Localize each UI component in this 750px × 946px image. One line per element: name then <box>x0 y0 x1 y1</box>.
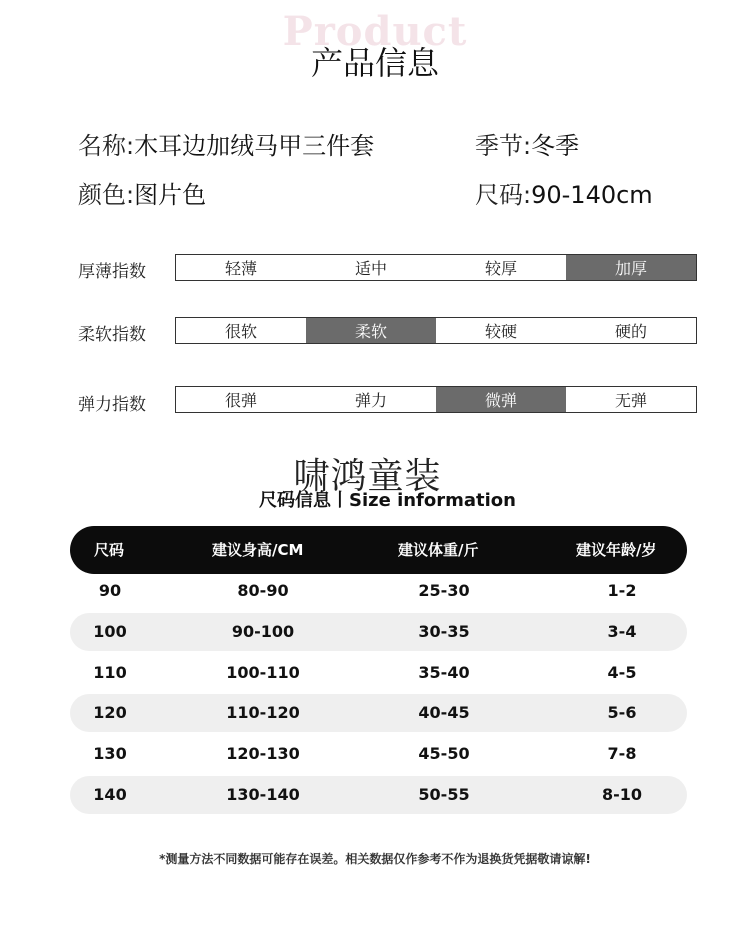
softness-index-scale <box>175 317 697 344</box>
cell-age: 3-4 <box>607 621 637 641</box>
cell-weight: 40-45 <box>418 703 470 723</box>
cell-weight: 45-50 <box>418 744 470 764</box>
cell-age: 4-5 <box>607 662 637 682</box>
cell-age: 8-10 <box>601 785 643 804</box>
product-size <box>475 175 653 210</box>
cell-size: 130 <box>93 744 127 764</box>
page-title: 产品信息 <box>310 44 439 82</box>
measurement-disclaimer: *测量方法不同数据可能存在误差。相关数据仅作参考不作为退换货凭据敬请谅解! <box>159 852 591 866</box>
thickness-index-scale <box>175 254 697 281</box>
scale-option: 轻薄 <box>224 259 257 278</box>
cell-height: 90-100 <box>231 621 295 641</box>
scale-option: 适中 <box>354 259 387 278</box>
season-label: 季节: <box>475 132 532 160</box>
cell-height: 120-130 <box>226 744 300 764</box>
cell-weight: 30-35 <box>418 621 470 641</box>
scale-option-selected: 柔软 <box>306 318 436 343</box>
product-name-label: 名称: <box>78 132 135 160</box>
size-info-heading: 尺码信息丨Size information <box>258 490 516 511</box>
column-header-weight: 建议体重/斤 <box>398 541 479 559</box>
size-value: 90-140cm <box>531 181 653 209</box>
cell-weight: 35-40 <box>418 662 470 682</box>
scale-option: 较硬 <box>484 322 517 341</box>
scale-option: 弹力 <box>354 391 387 410</box>
product-color <box>78 175 206 210</box>
cell-height: 110-120 <box>226 703 300 723</box>
scale-option: 很弹 <box>224 391 257 410</box>
season-value: 冬季 <box>531 132 580 160</box>
elasticity-index-scale <box>175 386 697 413</box>
scale-option: 较厚 <box>484 259 517 278</box>
scale-option-selected: 微弹 <box>436 387 566 412</box>
cell-height: 130-140 <box>226 785 300 804</box>
scale-option-selected: 加厚 <box>566 255 696 280</box>
product-name <box>78 126 374 161</box>
column-header-size: 尺码 <box>94 541 125 559</box>
cell-size: 140 <box>93 785 127 804</box>
cell-size: 100 <box>93 621 127 641</box>
brand-name: 啸鸿童装 <box>293 456 442 497</box>
cell-age: 5-6 <box>607 703 637 723</box>
cell-size: 90 <box>98 581 122 600</box>
softness-index-label: 柔软指数 <box>78 325 146 345</box>
thickness-index-label: 厚薄指数 <box>78 262 146 282</box>
color-label: 颜色: <box>78 181 135 209</box>
cell-age: 7-8 <box>607 744 637 764</box>
cell-age: 1-2 <box>607 581 637 600</box>
cell-height: 80-90 <box>237 581 289 600</box>
size-label: 尺码: <box>475 181 532 209</box>
elasticity-index-label: 弹力指数 <box>78 395 146 415</box>
scale-option: 很软 <box>224 322 257 341</box>
cell-size: 120 <box>93 703 127 723</box>
product-watermark-word: Product <box>282 8 468 55</box>
product-name-value: 木耳边加绒马甲三件套 <box>134 132 375 160</box>
product-season <box>475 126 579 161</box>
color-value: 图片色 <box>134 181 207 209</box>
scale-option: 无弹 <box>614 391 647 410</box>
cell-weight: 25-30 <box>418 581 470 600</box>
column-header-height: 建议身高/CM <box>212 541 304 559</box>
cell-size: 110 <box>93 662 127 682</box>
scale-option: 硬的 <box>614 322 647 341</box>
cell-weight: 50-55 <box>418 785 470 804</box>
column-header-age: 建议年龄/岁 <box>576 541 657 559</box>
cell-height: 100-110 <box>226 662 300 682</box>
size-table-header <box>70 526 687 574</box>
